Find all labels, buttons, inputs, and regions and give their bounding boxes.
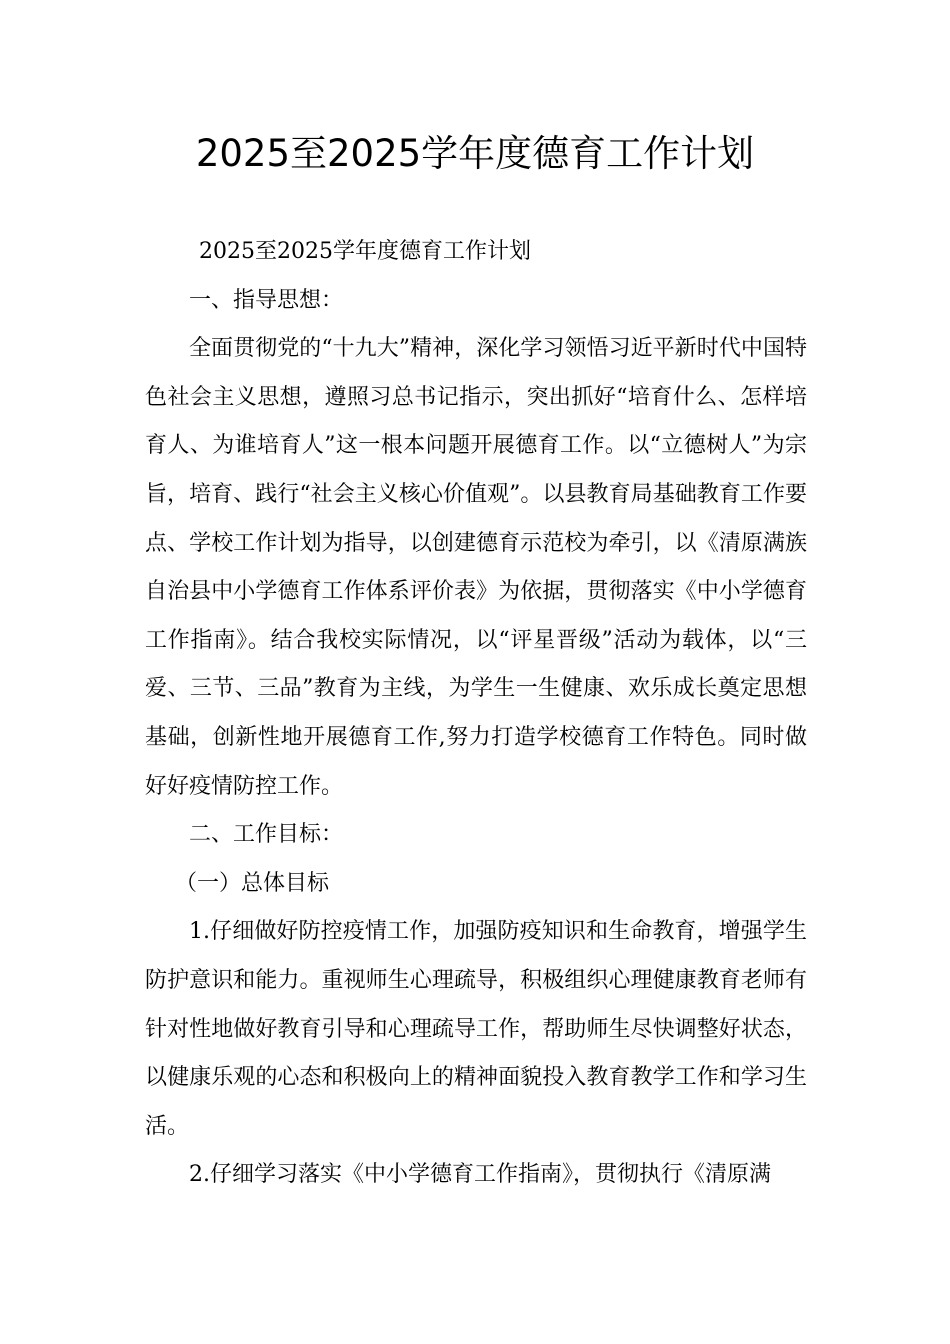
section-heading-guiding-ideology: 一、指导思想： — [189, 287, 344, 313]
paragraph-goal-1: 1.仔细做好防控疫情工作，加强防疫知识和生命教育，增强学生防护意识和能力。重视师生心理疏导，积极组织心理健康教育老师有针对性地做好教育引导和心理疏导工作，帮助师生尽快调整好状态，以健康乐观的心态和积极向上的精神面貌投入教育教学工作和学习生活。 — [145, 919, 807, 1139]
document-body — [145, 228, 807, 1200]
paragraph-goal-2: 2.仔细学习落实《中小学德育工作指南》，贯彻执行《清原满 — [189, 1162, 771, 1188]
subtitle-paragraph: 2025至2025学年度德育工作计划 — [199, 239, 531, 264]
subsection-heading-overall-goals: （一）总体目标 — [175, 870, 330, 896]
document-title: 2025至2025学年度德育工作计划 — [195, 132, 755, 175]
section-heading-work-goals: 二、工作目标： — [189, 822, 344, 848]
paragraph-guiding-ideology: 全面贯彻党的“十九大”精神，深化学习领悟习近平新时代中国特色社会主义思想，遵照习总书记指示，突出抓好“培育什么、怎样培育人、为谁培育人”这一根本问题开展德育工作。以“立德树人”为宗旨，培育、践行“社会主义核心价值观”。以县教育局基础教育工作要点、学校工作计划为指导，以创建德育示范校为牵引，以《清原满族自治县中小学德育工作体系评价表》为依据，贯彻落实《中小学德育工作指南》。结合我校实际情况，以“评星晋级”活动为载体，以“三爱、三节、三品”教育为主线，为学生一生健康、欢乐成长奠定思想基础，创新性地开展德育工作,努力打造学校德育工作特色。同时做好好疫情防控工作。 — [145, 336, 807, 799]
